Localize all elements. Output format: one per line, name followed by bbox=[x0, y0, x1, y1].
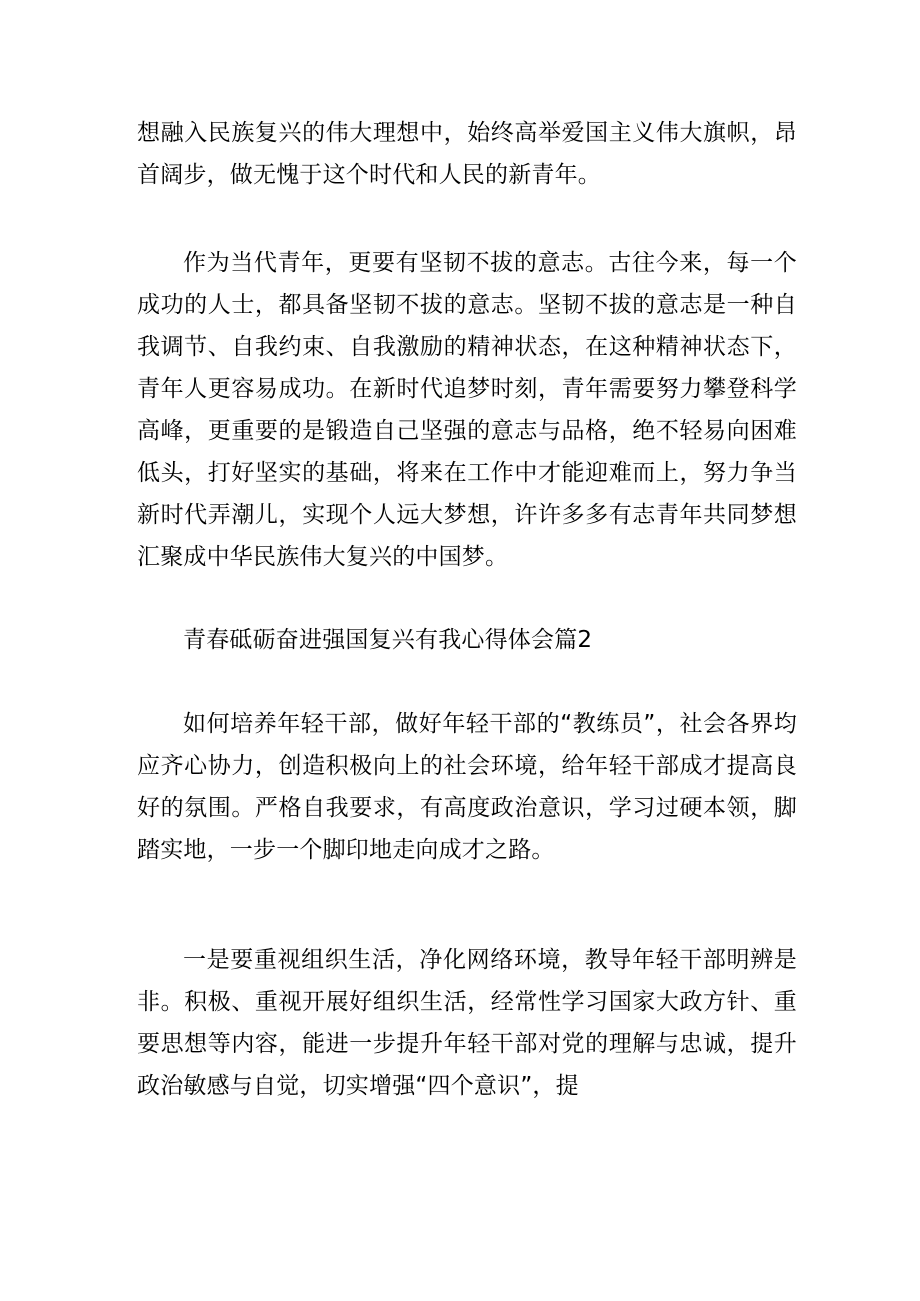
paragraph-cadre-training: 如何培养年轻干部，做好年轻干部的“教练员”，社会各界均应齐心协力，创造积极向上的社会环境，给年轻干部成才提高良好的氛围。严格自我要求，有高度政治意识，学习过硬本领，脚踏实地，一步一个脚印地走向成才之路。 bbox=[137, 711, 797, 863]
paragraph-willpower: 作为当代青年，更要有坚韧不拔的意志。古往今来，每一个成功的人士，都具备坚韧不拔的意志。坚韧不拔的意志是一种自我调节、自我约束、自我激励的精神状态，在这种精神状态下，青年人更容易成功。在新时代追梦时刻，青年需要努力攀登科学高峰，更重要的是锻造自己坚强的意志与品格，绝不轻易向困难低头，打好坚实的基础，将来在工作中才能迎难而上，努力争当新时代弄潮儿，实现个人远大梦想，许许多多有志青年共同梦想汇聚成中华民族伟大复兴的中国梦。 bbox=[137, 250, 797, 570]
paragraph-organizational-life: 一是要重视组织生活，净化网络环境，教导年轻干部明辨是非。积极、重视开展好组织生活，经常性学习国家大政方针、重要思想等内容，能进一步提升年轻干部对党的理解与忠诚，提升政治敏感与自觉，切实增强“四个意识”，提 bbox=[137, 947, 797, 1099]
paragraph-continuation: 想融入民族复兴的伟大理想中，始终高举爱国主义伟大旗帜，昂首阔步，做无愧于这个时代和人民的新青年。 bbox=[137, 120, 797, 188]
section-heading: 青春砥砺奋进强国复兴有我心得体会篇2 bbox=[183, 627, 593, 653]
